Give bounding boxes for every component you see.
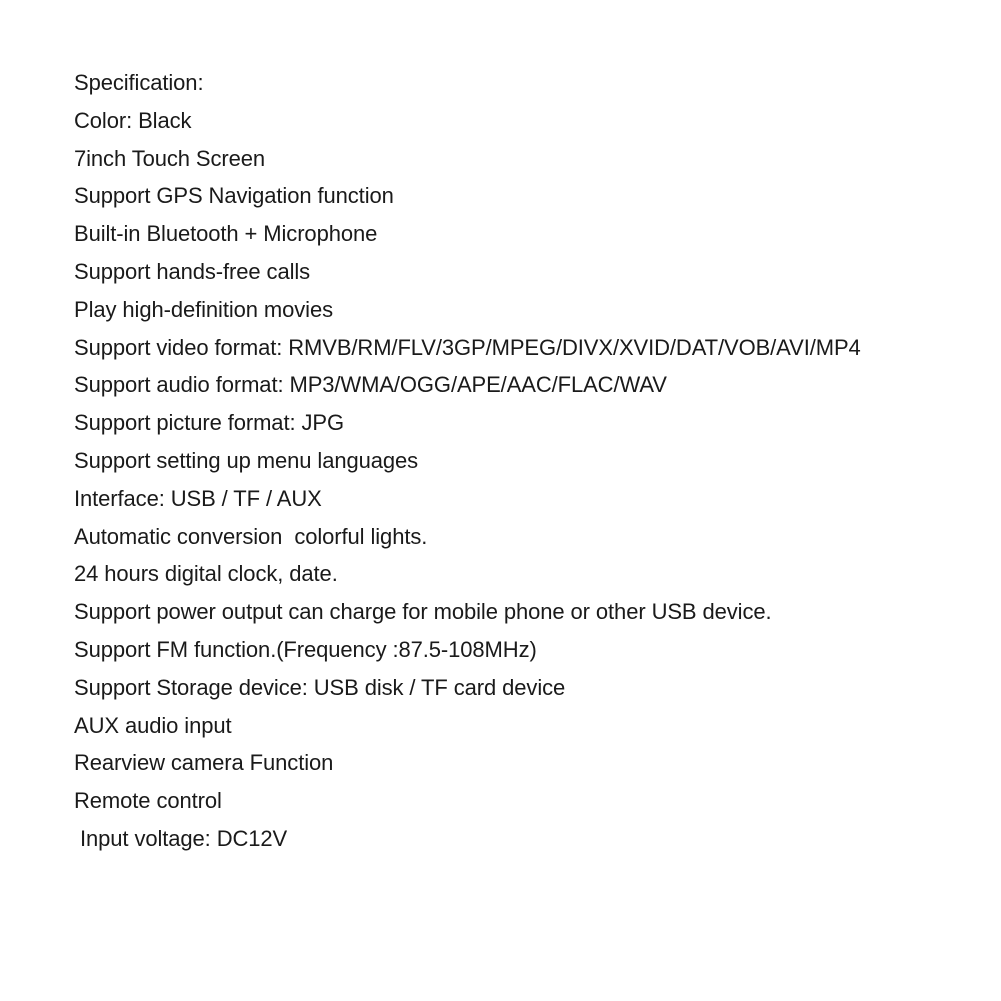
spec-line-menu-languages: Support setting up menu languages (74, 447, 419, 473)
spec-heading: Specification: (74, 70, 204, 95)
spec-line-fm: Support FM function.(Frequency :87.5-108MHz) (74, 636, 537, 662)
spec-line-lights: Automatic conversion colorful lights. (74, 523, 428, 549)
spec-line-video-format: Support video format: RMVB/RM/FLV/3GP/MPEG/DIVX/XVID/DAT/VOB/AVI/MP4 (74, 334, 861, 360)
spec-line-picture-format: Support picture format: JPG (74, 410, 344, 436)
spec-line-power-output: Support power output can charge for mobile phone or other USB device. (74, 599, 772, 625)
spec-line-hands-free: Support hands-free calls (74, 258, 311, 284)
specification-sheet (74, 64, 974, 858)
spec-line-remote-control: Remote control (74, 788, 222, 814)
spec-line-bluetooth: Built-in Bluetooth + Microphone (74, 221, 378, 247)
spec-line-clock: 24 hours digital clock, date. (74, 561, 338, 587)
spec-line-gps: Support GPS Navigation function (74, 183, 394, 209)
spec-line-color: Color: Black (74, 107, 192, 133)
spec-line-rearview-camera: Rearview camera Function (74, 750, 334, 776)
spec-line-screen: 7inch Touch Screen (74, 145, 266, 171)
spec-line-storage: Support Storage device: USB disk / TF card device (74, 674, 566, 700)
spec-line-audio-format: Support audio format: MP3/WMA/OGG/APE/AAC/FLAC/WAV (74, 372, 667, 398)
spec-line-interface: Interface: USB / TF / AUX (74, 485, 322, 511)
spec-line-movies: Play high-definition movies (74, 296, 333, 322)
spec-line-input-voltage: Input voltage: DC12V (80, 825, 288, 851)
spec-line-aux-input: AUX audio input (74, 712, 232, 738)
